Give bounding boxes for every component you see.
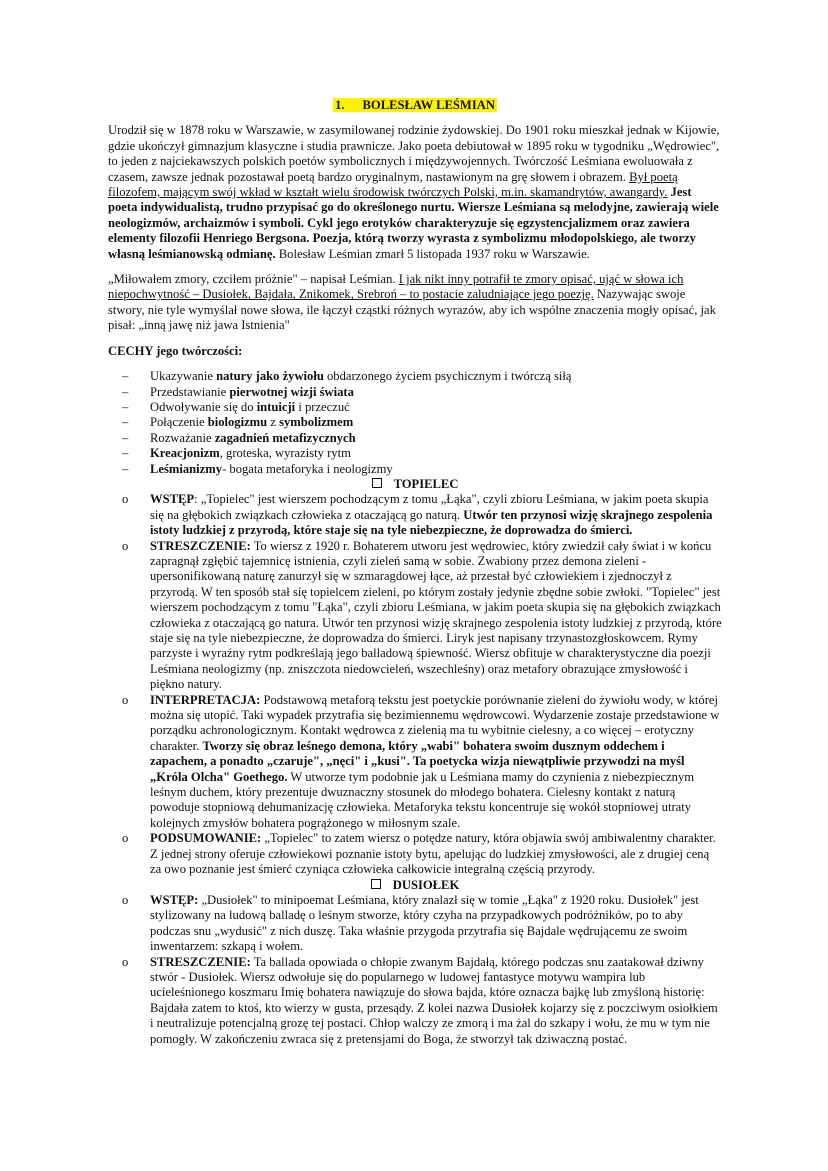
feature-item — [108, 385, 722, 400]
bold-text: biologizmu — [207, 415, 268, 430]
text-run: „Topielec" to zatem wiersz o potędze natury, która objawia swój ambiwalentny charakter. Z jednej strony oferuje człowiekowi poznanie istoty bytu, apelując do ludzkiej zmysłowości, ale z drugiej ceną za owo poznanie jest śmierć czyniąca człowieka całkowicie integralną częścią przyrody. — [150, 831, 716, 877]
text-run: Bolesław Leśmian zmarł 5 listopada 1937 roku w Warszawie. — [275, 246, 590, 261]
paragraph — [108, 272, 722, 334]
text-run: „Dusiołek" to minipoemat Leśmiana, który znalazł się w tomie „Łąka" z 1920 roku. Dusiołek" jest stylizowany na ludową balladę o leśnym stworze, który czyha na przypadkowych podróżników, po to aby podczas snu „wydusić" z nich duszę. Taka właśnie przygoda przytrafia się Bajdale wędrującemu ze swoim inwentarzem: szkapą i wołem. — [150, 892, 699, 954]
feature-item — [108, 415, 722, 430]
feature-item — [108, 431, 722, 446]
bold-text: zagadnień metafizycznych — [214, 430, 356, 445]
bold-text: INTERPRETACJA: — [150, 692, 261, 707]
dash-bullet: – — [122, 461, 129, 476]
bold-text: WSTĘP — [150, 492, 195, 507]
title-highlight — [333, 98, 497, 112]
underlined-text: Był poetą filozofem, mającym swój wkład w kształt wielu środowisk twórczych Polski, m.in. skamandrytów, awangardy. — [108, 169, 678, 200]
text-run: obdarzonego życiem psychicznym i twórczą siłą — [323, 369, 572, 384]
section-list — [108, 893, 722, 1047]
dash-bullet: – — [122, 415, 129, 430]
section-heading — [108, 878, 722, 893]
section-item — [108, 492, 722, 538]
section-title: DUSIOŁEK — [392, 877, 460, 892]
features-list — [108, 369, 722, 477]
checkbox-bullet-icon — [372, 478, 382, 488]
bold-text: Leśmianizmy — [150, 461, 223, 476]
underlined-text: I jak nikt inny potrafił te zmory opisać, ująć w słowa ich niepochwytność – Dusiołek, Bajdała, Znikomek, Srebroń – to postacie zaludniające jego poezję. — [108, 272, 684, 302]
bold-text: STRESZCZENIE: — [150, 954, 251, 969]
text-run: Połączenie — [150, 415, 208, 430]
text-run: To wiersz z 1920 r. Bohaterem utworu jest wędrowiec, który zwiedził cały świat i w końcu zapragnął zgłębić tajemnicę istnienia, czyli zieleń samą w sobie. Zwabiony przez demona zieleni - upersonifikowaną naturę zanurzył się w szmaragdowej łące, aż przestał być człowiekiem i zjednoczył z przyrodą. W ten sposób stał się topielcem zieleni, po którym zostały jedynie zbędne sobie zwłoki. "Topielec" jest wierszem pochodzącym z tomu "Łąka", czyli zbioru Leśmiana, w jakim poeta skupia się na głębokich związkach człowieka z otaczającą go natura. Utwór ten przynosi wizję skrajnego zespolenia istoty ludzkiej z przyrodą, które staje się na tyle niebezpieczne, że doprowadza do śmierci. Liryk jest napisany trzynastozgłoskowcem. Rymy parzyste i wyraźny rytm podkreślają jego balladową śpiewność. Wiersz obfituje w charakterystyczne dia poezji Leśmiana neologizmy (np. zniszczota niedowcieleń, wszechleśny) oraz metafory obrazujące zmysłowość i piękno natury. — [150, 538, 722, 692]
section-list — [108, 492, 722, 877]
feature-item — [108, 369, 722, 384]
checkbox-bullet-icon — [371, 879, 381, 889]
paragraph — [108, 123, 722, 262]
bold-text: WSTĘP: — [150, 892, 199, 907]
text-run: Ta ballada opowiada o chłopie zwanym Bajdałą, którego podczas snu zaatakował dziwny stwór - Dusiołek. Wiersz odwołuje się do popularnego w ludowej fantastyce motywu wampira lub ucieleśnionego koszmaru Imię bohatera nawiązuje do słowa bajda, które oznacza bajkę lub zmyśloną historię: Bajdała zatem to ktoś, kto wierzy w gusta, przesądy. Z kolei nazwa Dusiołek kojarzy się z poczciwym osiołkiem i neutralizuje potencjalną grozę tej postaci. Chłop walczy ze zmorą i ma żal do szkapy i wołu, że mu w tym nie pomogły. W zakończeniu zwraca się z pretensjami do Boga, że stworzył tak dziwaczną postać. — [150, 954, 718, 1046]
title-number: 1. — [335, 98, 345, 112]
circle-bullet: o — [122, 831, 129, 846]
document-title — [108, 98, 722, 113]
dash-bullet: – — [122, 446, 129, 461]
text-run: i przeczuć — [295, 399, 350, 414]
text-run: Podstawową metaforą tekstu jest poetyckie porównanie zieleni do żywiołu wody, w której można się utopić. Taki wypadek przytrafia się bezimiennemu wędrowcowi. Wydarzenie zostaje przedstawione w porządku achronologicznym. Kontakt wędrowca z zielenią ma tu wybitnie cielesny, a co więcej – erotyczny charakter. — [150, 692, 720, 753]
feature-item — [108, 446, 722, 461]
text-run: „Miłowałem zmory, czciłem próżnie" – napisał Leśmian. — [108, 272, 399, 287]
text-run: - bogata metaforyka i neologizmy — [222, 461, 393, 476]
title-text: BOLESŁAW LEŚMIAN — [362, 98, 495, 112]
circle-bullet: o — [122, 692, 129, 707]
circle-bullet: o — [122, 892, 129, 907]
text-run: Urodził się w 1878 roku w Warszawie, w zasymilowanej rodzinie żydowskiej. Do 1901 roku mieszkał jednak w Kijowie, gdzie ukończył gimnazjum klasyczne i studia prawnicze. Jako poeta debiutował w 1895 roku w tygodniku „Wędrowiec", to jeden z najciekawszych polskich poetów symbolicznych i międzywojennych. Twórczość Leśmiana ewoluowała z czasem, zawsze jednak pozostawał poetą bardzo oryginalnym, nastawionym na grę słowem i obrazem. — [108, 123, 720, 184]
bold-text: PODSUMOWANIE: — [150, 831, 262, 846]
dash-bullet: – — [122, 384, 129, 399]
text-run: : „Topielec" jest wierszem pochodzącym z tomu „Łąka", czyli zbioru Leśmiana, w jakim poeta skupia się na głębokich związkach człowieka z otaczającą go naturą. — [150, 492, 709, 522]
section-item — [108, 693, 722, 832]
features-heading: CECHY jego twórczości: — [108, 343, 243, 358]
bold-text: intuicji — [256, 399, 296, 414]
section-item — [108, 955, 722, 1047]
dash-bullet: – — [122, 399, 129, 414]
dash-bullet: – — [122, 430, 129, 445]
bold-text: pierwotnej wizji świata — [229, 384, 354, 399]
circle-bullet: o — [122, 538, 129, 553]
bold-text: Utwór ten przynosi wizję skrajnego zespolenia istoty ludzkiej z przyrodą, które staje się na tyle niebezpieczne, że doprowadza do śmierci. — [150, 507, 713, 538]
text-run: , groteska, wyrazisty rytm — [219, 446, 351, 461]
feature-item — [108, 400, 722, 415]
text-run: Nazywając swoje stwory, nie tyle wymyślał nowe słowa, ile łączył cząstki różnych wyrazów, aby ich wspólne znaczenia mogły opisać, jak pisał: „inną jawę niż jawa Istnienia" — [108, 287, 716, 333]
text-run: Rozważanie — [150, 430, 215, 445]
section-item — [108, 539, 722, 693]
circle-bullet: o — [122, 954, 129, 969]
bold-text: Kreacjonizm — [150, 446, 220, 461]
text-run: Przedstawianie — [150, 384, 230, 399]
bold-text: natury jako żywiołu — [216, 369, 324, 384]
circle-bullet: o — [122, 492, 129, 507]
bold-text: STRESZCZENIE: — [150, 538, 251, 553]
section-title: TOPIELEC — [393, 476, 459, 491]
section-heading — [108, 477, 722, 492]
bold-text: Tworzy się obraz leśnego demona, który „wabi" bohatera swoim dusznym oddechem i zapachem, a ponadto „czaruje", „nęci" i „kusi". Ta poetycka wizja niewątpliwie przywodzi na myśl „Króla Olcha" Goethego. — [150, 738, 685, 784]
bold-text: Jest poeta indywidualistą, trudno przypisać go do określonego nurtu. Wiersze Leśmiana są melodyjne, zawierają wiele neologizmów, archaizmów i symboli. Cykl jego erotyków charakteryzuje się egzystencjalizmem oraz zawiera elementy filozofii Henriego Bergsona. Poezja, którą tworzy wyrasta z symbolizmu młodopolskiego, ale tworzy własną leśmianowską odmianę. — [108, 185, 719, 261]
poem-sections — [108, 477, 722, 1047]
text-run: W utworze tym podobnie jak u Leśmiana mamy do czynienia z niebezpiecznym leśnym duchem, który prezentuje dwuznaczny stosunek do młodego bohatera. Cielesny kontakt z naturą powoduje stopniową dehumanizację człowieka. Metaforyka tekstu koncentruje się wokół stopniowej utraty kolejnych zmysłów bohatera pogrążonego w miłosnym szale. — [150, 769, 695, 830]
feature-item — [108, 462, 722, 477]
dash-bullet: – — [122, 369, 129, 384]
text-run: Odwoływanie się do — [150, 399, 257, 414]
section-item — [108, 831, 722, 877]
section-item — [108, 893, 722, 955]
text-run: z — [267, 415, 280, 430]
text-run: Ukazywanie — [150, 369, 217, 384]
bold-text: symbolizmem — [279, 415, 354, 430]
intro-paragraphs — [108, 123, 722, 333]
